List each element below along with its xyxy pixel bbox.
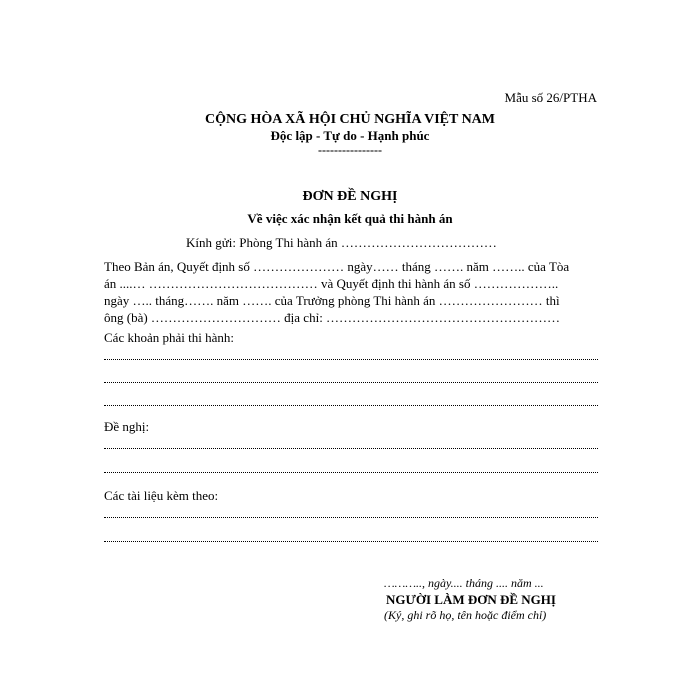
form-code: Mẫu số 26/PTHA: [504, 90, 597, 105]
request-fill-line-2[interactable]: [104, 471, 598, 473]
request-fill-line-1[interactable]: [104, 447, 598, 449]
obligations-fill-line-3[interactable]: [104, 404, 598, 406]
national-motto: Độc lập - Tự do - Hạnh phúc: [270, 128, 430, 143]
body-line-3: ngày ….. tháng……. năm ……. của Trưởng phòng Thi hành án …………………… thì: [104, 293, 560, 308]
recipient-line: Kính gửi: Phòng Thi hành án ………………………………: [186, 235, 497, 250]
request-label: Đề nghị:: [104, 419, 150, 434]
body-line-2: án ....… ………………………………… và Quyết định thi hành án số ………………..: [104, 276, 559, 291]
obligations-fill-line-2[interactable]: [104, 381, 598, 383]
signature-title: NGƯỜI LÀM ĐƠN ĐỀ NGHỊ: [386, 592, 556, 607]
body-line-4: ông (bà) ………………………… địa chỉ: ………………………………………………: [104, 310, 561, 325]
signature-date-line: ……….., ngày.... tháng .... năm ...: [384, 576, 544, 590]
obligations-label: Các khoản phải thi hành:: [104, 330, 234, 345]
motto-underline: ----------------: [318, 143, 382, 157]
document-subtitle: Về việc xác nhận kết quả thi hành án: [247, 211, 453, 226]
attachments-fill-line-1[interactable]: [104, 516, 598, 518]
attachments-fill-line-2[interactable]: [104, 540, 598, 542]
nation-title: CỘNG HÒA XÃ HỘI CHỦ NGHĨA VIỆT NAM: [204, 112, 495, 127]
document-title: ĐƠN ĐỀ NGHỊ: [302, 189, 398, 204]
attachments-label: Các tài liệu kèm theo:: [104, 488, 219, 503]
body-line-1: Theo Bản án, Quyết định số ………………… ngày…… tháng ……. năm …….. của Tòa: [104, 259, 570, 274]
signature-note: (Ký, ghi rõ họ, tên hoặc điểm chỉ): [384, 608, 547, 622]
obligations-fill-line-1[interactable]: [104, 358, 598, 360]
